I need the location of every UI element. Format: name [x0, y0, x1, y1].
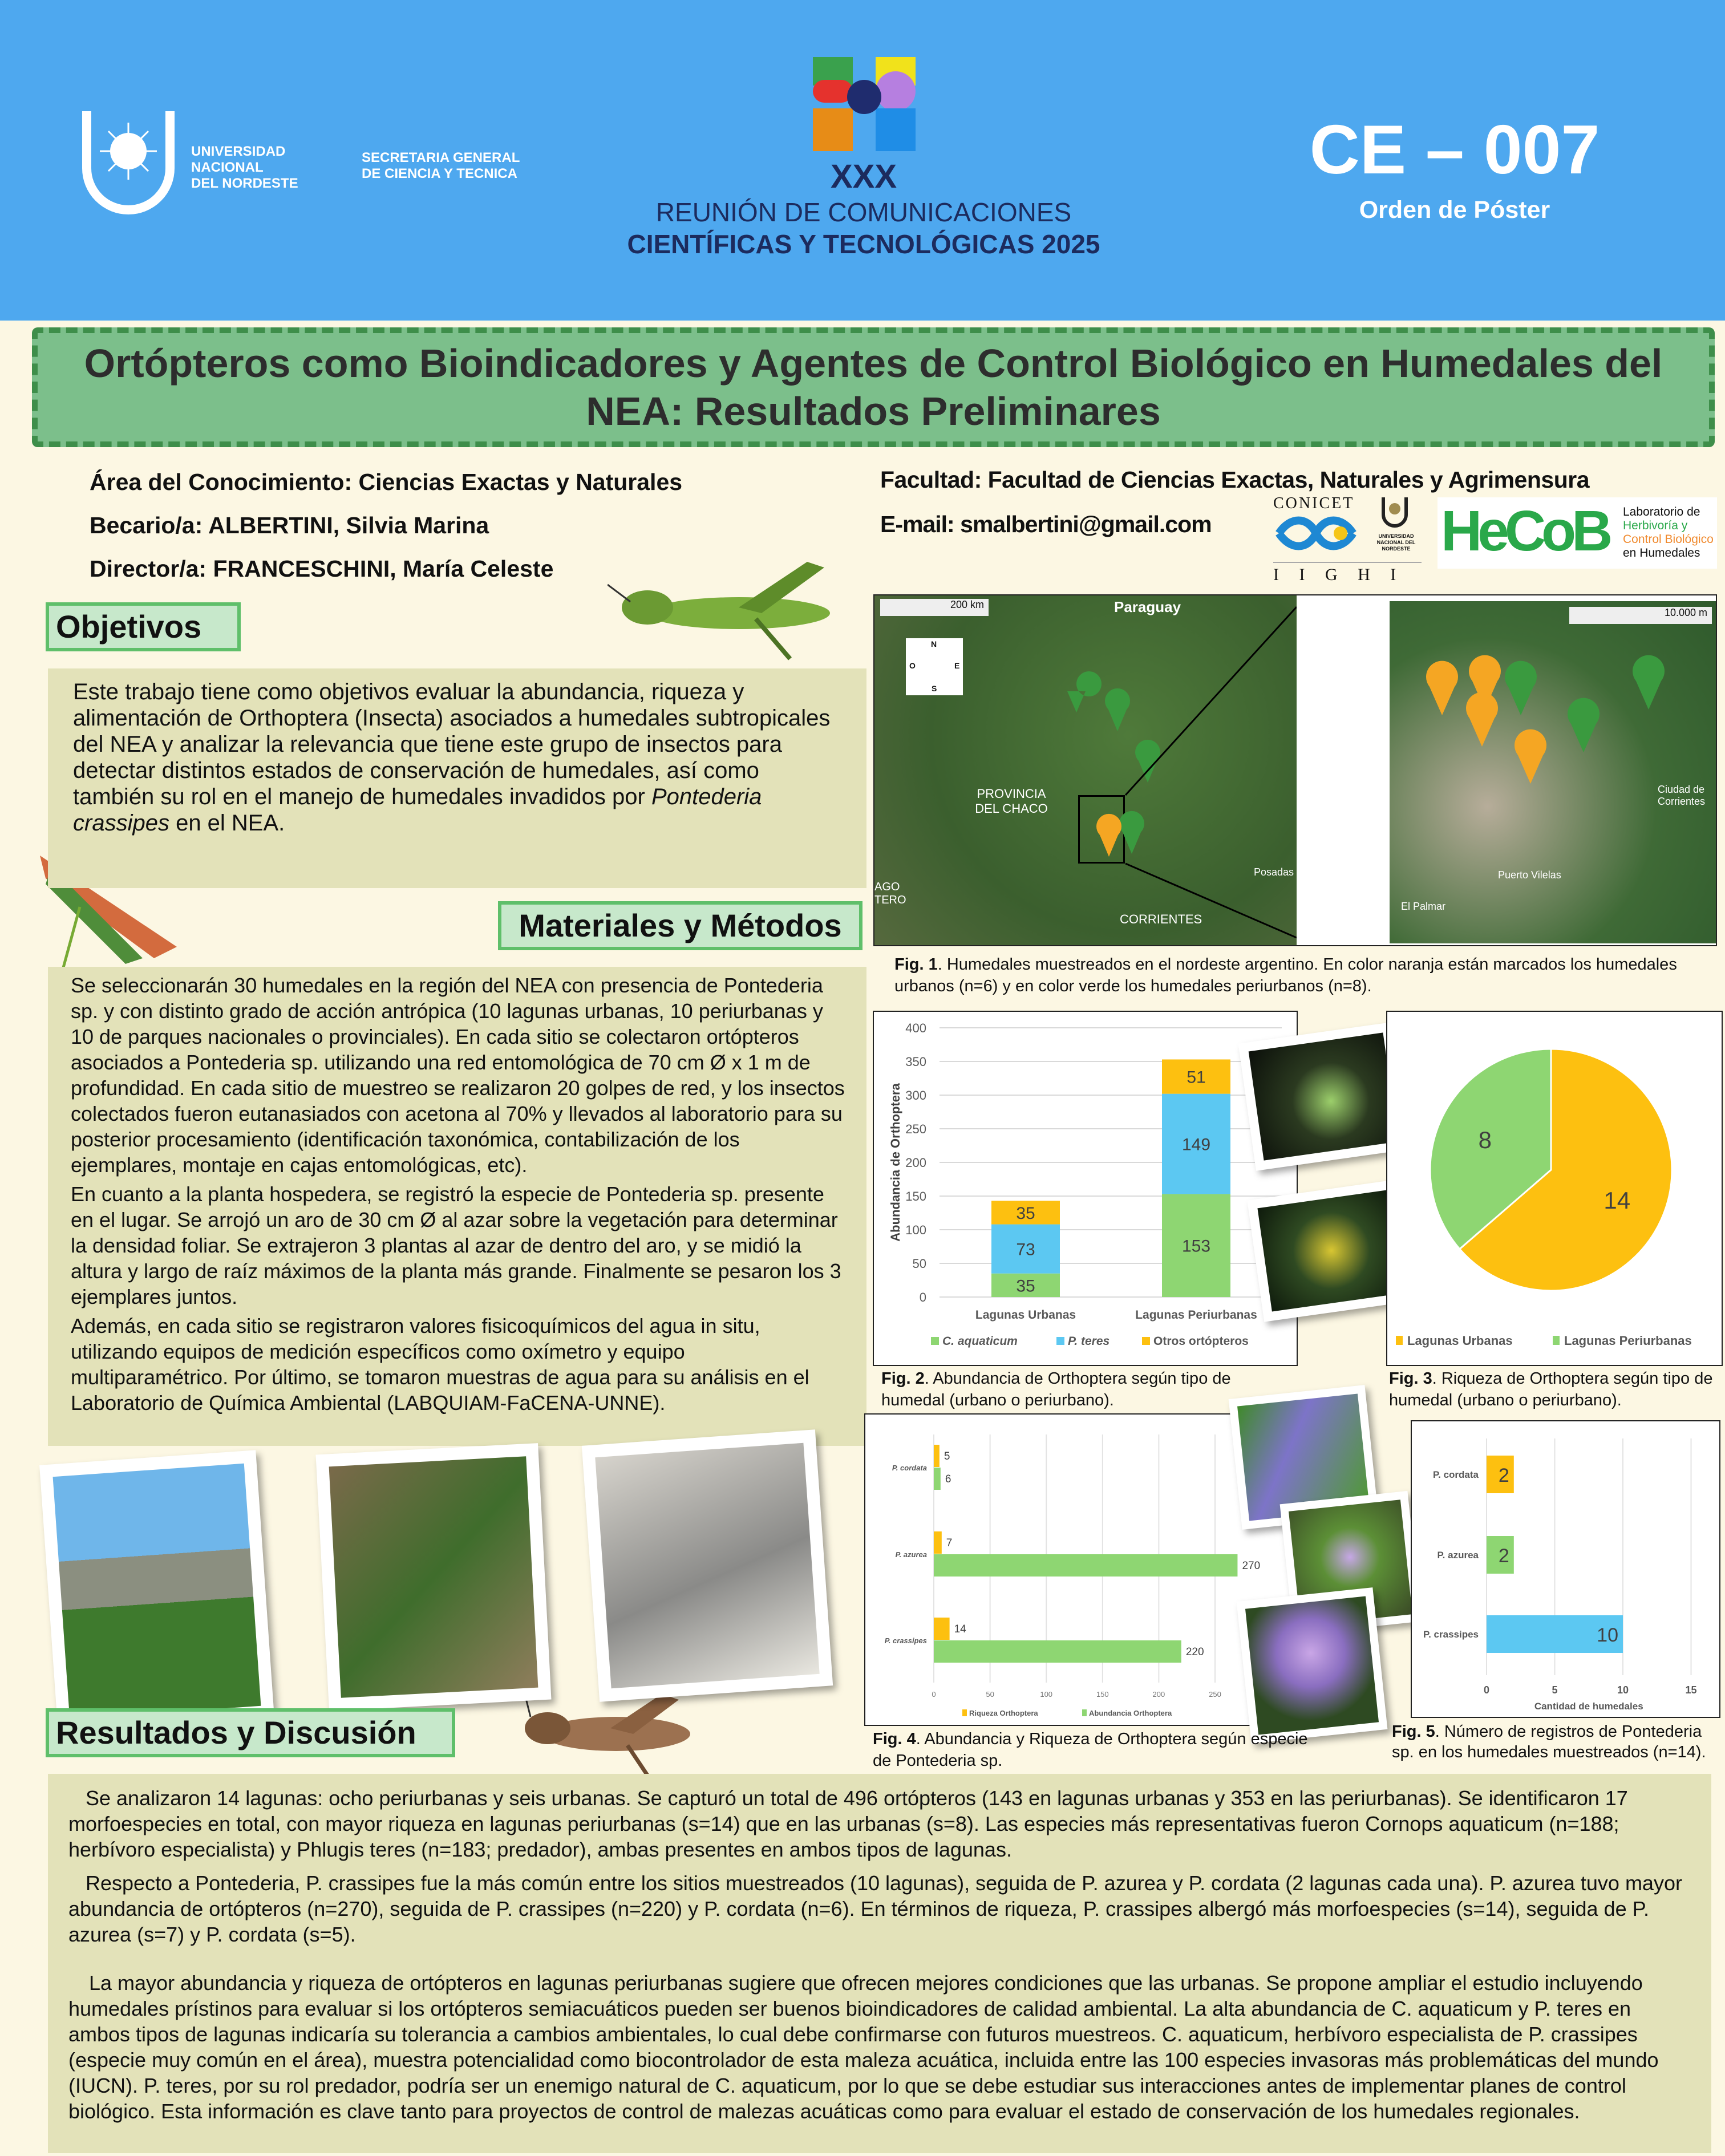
ighi-logo-text: I I G H I	[1273, 562, 1422, 584]
map-label-corrientes: CORRIENTES	[1120, 912, 1202, 926]
materiales-text	[48, 967, 866, 1446]
map-scale-200km: 200 km	[880, 599, 989, 616]
legend-label: Riqueza Orthoptera	[969, 1709, 1038, 1717]
photo-lab	[582, 1429, 833, 1702]
bar-value-label: 35	[1016, 1203, 1035, 1223]
section-title-resultados: Resultados y Discusión	[46, 1708, 455, 1757]
y-tick-label: 300	[905, 1088, 926, 1103]
email: E-mail: smalbertini@gmail.com	[880, 511, 1212, 537]
section-title-materiales: Materiales y Métodos	[498, 901, 862, 950]
marker-periurban-icon	[1067, 671, 1102, 712]
bar-value-label: 270	[1242, 1560, 1261, 1572]
map-label-santiago: AGO TERO	[874, 881, 906, 906]
map-regional	[874, 595, 1297, 945]
x-tick-label: 0	[1483, 1684, 1490, 1696]
area-conocimiento: Área del Conocimiento: Ciencias Exactas y Naturales	[90, 469, 683, 495]
figure-5-caption	[1392, 1721, 1725, 1762]
bar	[934, 1640, 1181, 1663]
x-tick-label: 15	[1685, 1684, 1697, 1696]
hecob-desc-line: en Humedales	[1623, 546, 1700, 560]
bar-value-label: 14	[954, 1623, 966, 1635]
legend-swatch	[1082, 1709, 1087, 1716]
unne-logo-icon	[80, 111, 177, 222]
caption-text: . Número de registros de Pontederia sp. en los humedales muestreados (n=14).	[1392, 1723, 1706, 1761]
figure-4-chart	[864, 1413, 1298, 1726]
photo-phlugis-teres	[1238, 1022, 1409, 1170]
x-tick-label: 50	[986, 1690, 994, 1699]
objetivos-species: Pontederia crassipes	[73, 784, 762, 836]
y-tick-label: 350	[905, 1055, 926, 1069]
legend-swatch	[1553, 1336, 1560, 1345]
bar-value-label: 5	[944, 1450, 950, 1462]
caption-text: . Abundancia y Riqueza de Orthoptera según especie de Pontederia sp.	[873, 1730, 1308, 1770]
marker-urban-icon	[1466, 692, 1498, 747]
unne-small-logo-icon	[1380, 497, 1409, 532]
fig5-svg	[1412, 1421, 1719, 1717]
secretaria-name	[362, 150, 520, 182]
secretaria-line: DE CIENCIA Y TECNICA	[362, 166, 517, 181]
poster-title: Ortópteros como Bioindicadores y Agentes de Control Biológico en Humedales del NEA: Resultados Preliminares	[32, 327, 1715, 447]
map-detail-markers	[1390, 601, 1716, 943]
photo-field-plants	[315, 1443, 551, 1711]
x-tick-label: 150	[1096, 1690, 1109, 1699]
bar-value-label: 35	[1016, 1276, 1035, 1296]
facultad: Facultad: Facultad de Ciencias Exactas, Naturales y Agrimensura	[880, 467, 1590, 493]
map-label-posadas: Posadas	[1254, 866, 1294, 878]
university-line: DEL NORDESTE	[191, 176, 298, 191]
hecob-logo-text: HeCoB	[1441, 499, 1609, 563]
x-axis-label: Cantidad de humedales	[1534, 1701, 1643, 1712]
bar	[934, 1554, 1237, 1577]
objetivos-text-part: en el NEA.	[169, 810, 285, 836]
bar-value-label: 7	[946, 1537, 953, 1549]
map-detail	[1390, 601, 1716, 943]
fig2-svg	[874, 1012, 1297, 1365]
university-line: NACIONAL	[191, 160, 264, 175]
y-category-label: P. cordata	[892, 1464, 927, 1472]
hecob-logo	[1438, 497, 1717, 569]
map-label-chaco: PROVINCIA DEL CHACO	[975, 787, 1048, 816]
pie-value-label: 8	[1478, 1126, 1492, 1154]
legend-swatch	[1056, 1337, 1064, 1345]
marker-urban-icon	[1426, 661, 1458, 715]
x-tick-label: 0	[932, 1690, 936, 1699]
figure-1-caption	[894, 954, 1704, 997]
legend-label: Lagunas Urbanas	[1407, 1334, 1513, 1348]
conicet-logo-text: CONICET	[1273, 495, 1355, 512]
poster-code-label: Orden de Póster	[1359, 196, 1550, 224]
marker-periurban-icon	[1105, 688, 1130, 731]
hecob-desc-line: Herbivoría y	[1623, 519, 1688, 532]
university-line: UNIVERSIDAD	[191, 144, 286, 159]
y-tick-label: 400	[905, 1021, 926, 1035]
marker-urban-icon	[1096, 814, 1121, 857]
x-tick-label: 250	[1209, 1690, 1221, 1699]
y-category-label: P. crassipes	[884, 1636, 927, 1645]
x-category-label: Lagunas Urbanas	[975, 1308, 1076, 1322]
materiales-paragraph: Además, en cada sitio se registraron valores fisicoquímicos del agua in situ, utilizando equipos de medición específicos como oxímetro y equipo multiparamétrico. Por último, se tomaron muestras de agua para su análisis en el Laboratorio de Química Ambiental (LABQUIAM-FaCENA-UNNE).	[71, 1314, 809, 1415]
fig3-svg	[1387, 1012, 1722, 1365]
y-tick-label: 100	[905, 1223, 926, 1237]
legend-swatch	[931, 1337, 939, 1345]
resultados-text	[48, 1774, 1711, 2153]
legend-swatch	[962, 1709, 967, 1716]
bar-value-label: 51	[1187, 1068, 1206, 1087]
figure-5-chart	[1411, 1420, 1720, 1718]
fig-label: Fig. 1	[894, 955, 938, 974]
x-tick-label: 5	[1552, 1684, 1558, 1696]
resultados-paragraph: La mayor abundancia y riqueza de ortópteros en lagunas periurbanas sugiere que ofrecen mejores condiciones que las urbanas. Se propone ampliar el estudio incluyendo humedales prístinos para evaluar si los ortópteros semiacuáticos pueden ser buenos bioindicadores de calidad ambiental. La alta abundancia de C. aquaticum y P. teres en ambos tipos de lagunas indicaría su tolerancia a cambios ambientales, lo cual debe confirmarse con futuros muestreos. C. aquaticum, herbívoro especialista de P. crassipes (especie muy común en el área), muestra potencialidad como biocontrolador de esta maleza acuática, incluida entre las 100 especies invasoras más problemáticas del mundo (IUCN). P. teres, por su rol predador, podría ser un enemigo natural de C. aquaticum, por lo que se debe estudiar sus interacciones antes de implementar planes de control biológico. Esta información es clave tanto para proyectos de control de malezas acuáticas como para evaluar el estado de conservación de los humedales regionales.	[68, 1971, 1659, 2123]
unne-small-logo-text: UNIVERSIDAD NACIONAL DEL NORDESTE	[1376, 533, 1416, 552]
figure-3-chart	[1386, 1011, 1723, 1366]
event-line2: CIENTÍFICAS Y TECNOLÓGICAS 2025	[627, 229, 1100, 259]
section-title-objetivos: Objetivos	[46, 602, 241, 651]
hecob-desc-line: Laboratorio de	[1623, 505, 1700, 518]
poster-code: CE – 007	[1309, 111, 1600, 188]
conicet-logo-icon	[1273, 516, 1359, 550]
objetivos-text-part: Este trabajo tiene como objetivos evaluar la abundancia, riqueza y alimentación de Orthoptera (Insecta) asociados a humedales subtropicales del NEA y analizar la relevancia que tiene este grupo de insectos para detectar distintos estados de conservación de humedales, así como también su rol en el manejo de humedales invadidos por	[73, 679, 831, 809]
map-label-paraguay: Paraguay	[1114, 598, 1181, 615]
bar-value-label: 153	[1181, 1237, 1211, 1256]
bar-value-label: 2	[1498, 1545, 1509, 1567]
bar	[934, 1531, 942, 1554]
x-tick-label: 200	[1152, 1690, 1165, 1699]
event-line1: REUNIÓN DE COMUNICACIONES	[655, 197, 1072, 227]
objetivos-text	[48, 668, 866, 888]
fig4-svg	[865, 1415, 1297, 1725]
hecob-desc-line: Control Biológico	[1623, 533, 1714, 546]
caption-text: . Riqueza de Orthoptera según tipo de humedal (urbano o periurbano).	[1389, 1369, 1713, 1409]
grasshopper-illustration-icon	[608, 550, 853, 664]
event-number: XXX	[830, 158, 897, 195]
fig-label: Fig. 5	[1392, 1723, 1435, 1741]
map-markers	[874, 595, 1297, 945]
y-category-label: P. azurea	[895, 1550, 927, 1559]
x-tick-label: 100	[1040, 1690, 1053, 1699]
y-category-label: P. cordata	[1432, 1469, 1479, 1480]
map-scale-10km: 10.000 m	[1569, 607, 1712, 624]
resultados-paragraph: Se analizaron 14 lagunas: ocho periurbanas y seis urbanas. Se capturó un total de 496 ortópteros (143 en lagunas urbanas y 353 en las periurbanas). Se identificaron 17 morfoespecies en total, con mayor riqueza en lagunas periurbanas (s=14) que en las urbanas (s=8). Las especies más representativas fueron Cornops aquaticum (n=188; herbívoro especialista) y Phlugis teres (n=183; predador), ambas presentes en ambos tipos de lagunas.	[68, 1786, 1628, 1861]
y-tick-label: 50	[912, 1257, 926, 1271]
caption-text: . Abundancia de Orthoptera según tipo de humedal (urbano o periurbano).	[881, 1369, 1231, 1409]
compass-s: S	[932, 684, 937, 693]
figure-4-caption	[873, 1728, 1318, 1772]
compass-o: O	[909, 661, 916, 670]
x-tick-label: 10	[1617, 1684, 1629, 1696]
map-label-ciudad-corrientes: Ciudad de Corrientes	[1658, 784, 1706, 807]
legend-label: Otros ortópteros	[1153, 1335, 1249, 1348]
bar	[934, 1445, 940, 1467]
legend-swatch	[1396, 1336, 1403, 1345]
map-label-puerto-vilelas: Puerto Vilelas	[1498, 869, 1561, 881]
bar-value-label: 73	[1016, 1240, 1035, 1259]
y-tick-label: 150	[905, 1189, 926, 1203]
header-banner	[0, 0, 1725, 321]
fig-label: Fig. 3	[1389, 1369, 1432, 1388]
figure-2-caption	[881, 1368, 1269, 1411]
marker-periurban-icon	[1633, 655, 1665, 710]
y-tick-label: 250	[905, 1122, 926, 1136]
fig-label: Fig. 4	[873, 1730, 916, 1748]
y-axis-label: Abundancia de Orthoptera	[888, 1083, 902, 1242]
legend-swatch	[1142, 1337, 1150, 1345]
photo-field-net	[39, 1450, 274, 1732]
legend-label: Lagunas Periurbanas	[1564, 1334, 1692, 1348]
marker-urban-icon	[1515, 730, 1546, 784]
x-category-label: Lagunas Periurbanas	[1135, 1308, 1257, 1322]
marker-periurban-icon	[1568, 698, 1600, 752]
figure-3-caption	[1389, 1368, 1723, 1411]
pie-value-label: 14	[1603, 1186, 1631, 1214]
bar-value-label: 6	[945, 1473, 951, 1485]
y-category-label: P. azurea	[1437, 1550, 1479, 1561]
bar-value-label: 2	[1498, 1465, 1509, 1486]
becario: Becario/a: ALBERTINI, Silvia Marina	[90, 512, 489, 538]
director: Director/a: FRANCESCHINI, María Celeste	[90, 556, 554, 582]
materiales-paragraph: En cuanto a la planta hospedera, se registró la especie de Pontederia sp. presente en el lugar. Se arrojó un aro de 30 cm Ø al azar sobre la vegetación para determinar la densidad foliar. Se extrajeron 3 plantas al azar de dentro del aro, y se midió la altura y largo de raíz máximos de la planta más grande. Finalmente se pesaron los 3 ejemplares juntos.	[71, 1182, 841, 1308]
compass-n: N	[931, 639, 937, 649]
materiales-paragraph: Se seleccionarán 30 humedales en la región del NEA con presencia de Pontederia sp. y con distinto grado de acción antrópica (10 lagunas urbanas, 10 periurbanas y 10 de parques nacionales o provinciales). En cada sitio se colectaron ortópteros asociados a Pontederia sp. utilizando una red entomológica de 70 cm Ø x 1 m de profundidad. En cada sitio de muestreo se realizaron 20 golpes de red, y los insectos colectados fueron eutanasiados con acetona al 70% y llevados al laboratorio para su posterior procesamiento (identificación taxonómica, contabilización de los ejemplares, montaje en cajas entomológicas, etc).	[71, 974, 845, 1177]
figure-2-chart	[873, 1011, 1298, 1366]
y-tick-label: 0	[919, 1290, 926, 1304]
resultados-paragraph: Respecto a Pontederia, P. crassipes fue la más común entre los sitios muestreados (10 lagunas), seguida de P. azurea y P. cordata (2 lagunas cada una). P. azurea tuvo mayor abundancia de ortópteros (n=270), seguida de P. crassipes (n=220) y P. cordata (n=6). En términos de riqueza, P. crassipes albergó más morfoespecies (s=14), seguida de P. azurea (s=7) y P. cordata (s=5).	[68, 1871, 1682, 1946]
legend-label: P. teres	[1068, 1335, 1110, 1348]
y-tick-label: 200	[905, 1156, 926, 1170]
figure-1-map	[873, 594, 1717, 946]
secretaria-line: SECRETARIA GENERAL	[362, 150, 520, 165]
university-name	[191, 144, 298, 192]
y-category-label: P. crassipes	[1423, 1629, 1479, 1640]
photo-p-crassipes	[1237, 1587, 1388, 1744]
bar	[934, 1468, 941, 1490]
legend-label: Abundancia Orthoptera	[1089, 1709, 1172, 1717]
bar	[934, 1618, 950, 1640]
fig-label: Fig. 2	[881, 1369, 925, 1388]
map-label-el-palmar: El Palmar	[1401, 901, 1446, 912]
legend-label: C. aquaticum	[942, 1335, 1018, 1348]
marker-periurban-icon	[1505, 661, 1537, 715]
caption-text: . Humedales muestreados en el nordeste argentino. En color naranja están marcados los humedales urbanos (n=6) y en color verde los humedales periurbanos (n=8).	[894, 955, 1677, 995]
bar-value-label: 149	[1181, 1135, 1211, 1154]
hecob-description	[1623, 505, 1714, 560]
bar-value-label: 10	[1597, 1624, 1618, 1646]
marker-periurban-icon	[1119, 811, 1144, 854]
compass-e: E	[954, 661, 960, 670]
bar-value-label: 220	[1185, 1646, 1204, 1658]
event-logo-icon	[813, 57, 916, 154]
